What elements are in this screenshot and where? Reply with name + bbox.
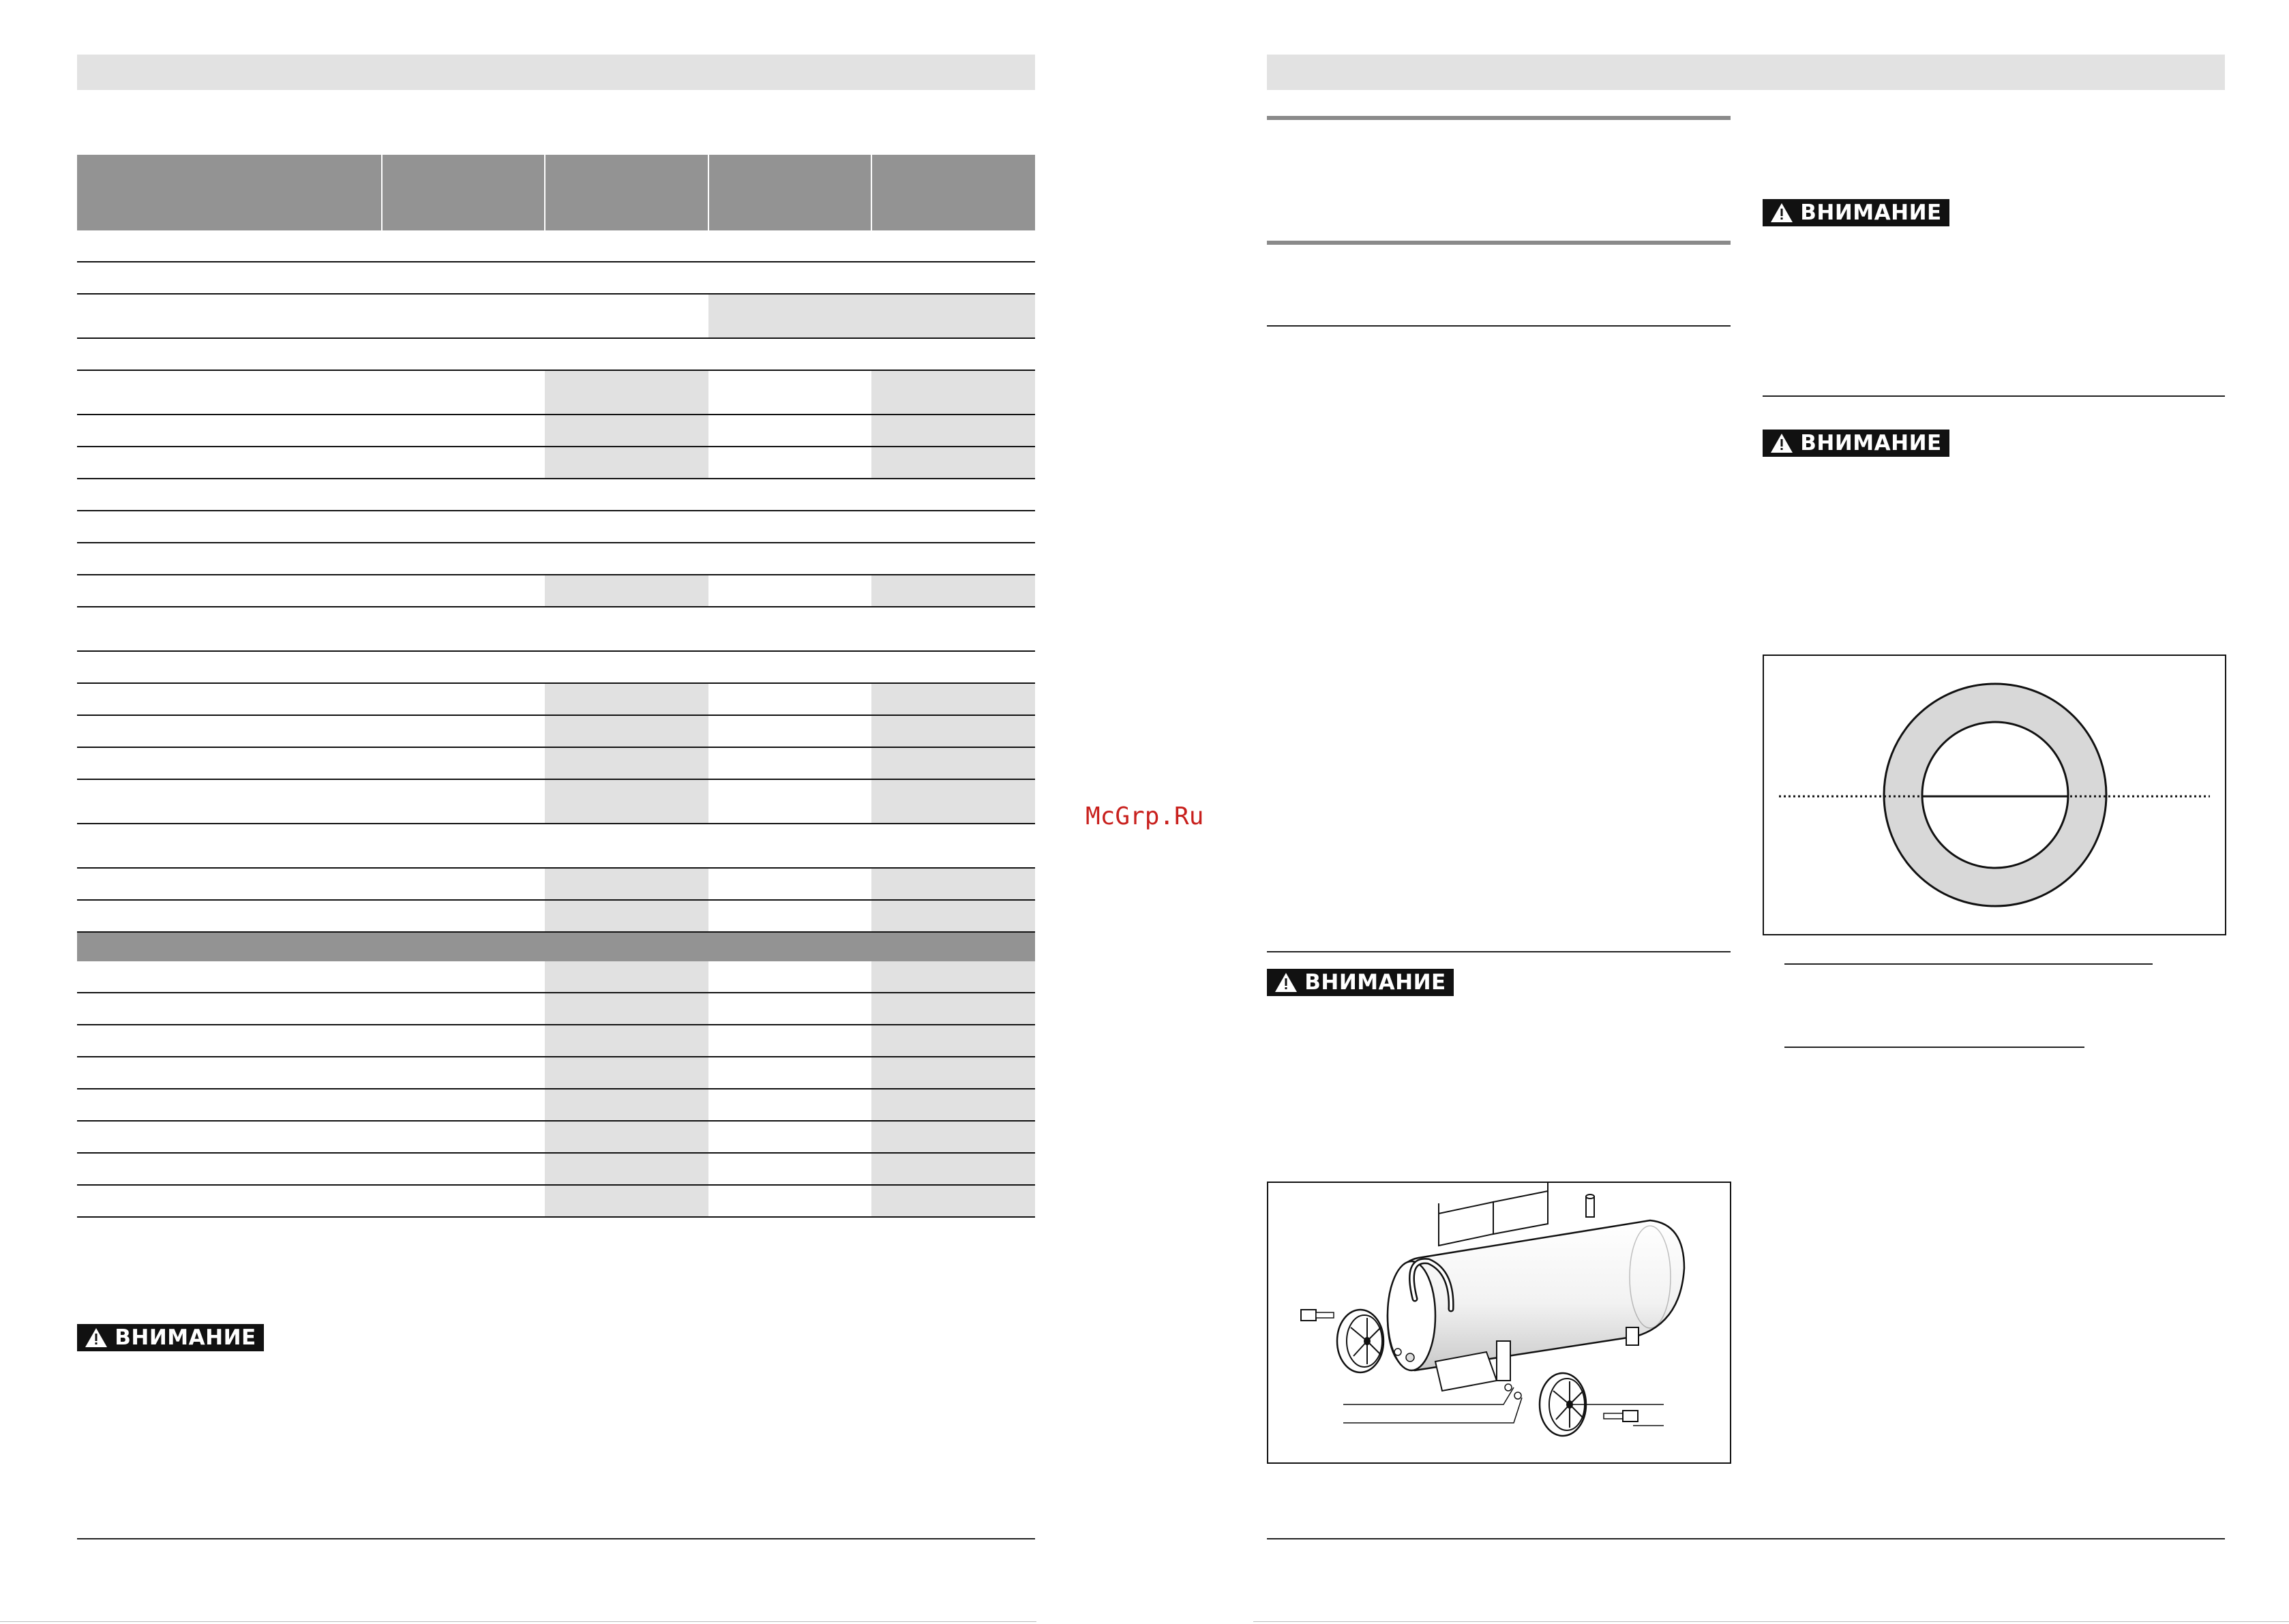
section-divider: [1267, 241, 1731, 245]
warning-triangle-icon: [85, 1327, 108, 1348]
spec-table-cell: [871, 747, 1035, 779]
spec-table-row: [77, 961, 1035, 993]
spec-table-cell: [77, 683, 382, 715]
spec-table-cell: [77, 575, 382, 607]
spec-table-cell: [545, 575, 708, 607]
spec-table-cell: [871, 262, 1035, 294]
warning-badge: [1267, 969, 1454, 996]
spec-table-cell: [77, 868, 382, 900]
spec-table-cell: [871, 1153, 1035, 1185]
spec-table-cell: [382, 900, 545, 932]
spec-table-cell: [382, 824, 545, 868]
spec-table-row: [77, 651, 1035, 683]
spec-table-row: [77, 1121, 1035, 1153]
spec-table-row: [77, 993, 1035, 1025]
spec-table-row: [77, 1025, 1035, 1057]
spec-table-cell: [545, 1153, 708, 1185]
spec-table-cell: [545, 779, 708, 824]
spec-table-cell: [871, 370, 1035, 415]
spec-table-row: [77, 824, 1035, 868]
spec-table-cell: [708, 868, 872, 900]
warning-label: ВНИМАНИЕ: [1800, 200, 1942, 225]
right-bolt: [1604, 1411, 1638, 1422]
spec-table-row: [77, 715, 1035, 747]
inner-circle: [1922, 722, 2068, 868]
spec-table-cell: [708, 651, 872, 683]
spec-table-cell: [382, 1089, 545, 1121]
spec-table-cell: [382, 370, 545, 415]
spec-table-cell: [871, 868, 1035, 900]
watermark-text: McGrp.Ru: [1086, 802, 1204, 830]
warning-triangle-icon: [1770, 433, 1793, 453]
section-divider: [1267, 951, 1731, 952]
spec-table-cell: [382, 715, 545, 747]
warning-label: ВНИМАНИЕ: [1304, 970, 1446, 995]
spec-table-cell: [77, 747, 382, 779]
spec-table-cell: [545, 294, 708, 338]
spec-table-cell: [871, 961, 1035, 993]
spec-table-cell: [545, 543, 708, 575]
caption-underline: [1784, 963, 2153, 965]
spec-table-row: [77, 447, 1035, 479]
nut: [1406, 1353, 1414, 1362]
spec-table-cell: [77, 1185, 382, 1217]
section-header-cell: [77, 932, 1035, 961]
left-page-footer-rule: [77, 1538, 1035, 1539]
spec-table-cell: [545, 1185, 708, 1217]
spec-table-cell: [871, 651, 1035, 683]
spec-table-cell: [871, 230, 1035, 262]
spec-table-cell: [77, 511, 382, 543]
spec-table-cell: [545, 511, 708, 543]
right-page-footer-rule: [1267, 1538, 2225, 1539]
spec-table-row: [77, 415, 1035, 447]
spec-table-cell: [545, 607, 708, 651]
spec-table-cell: [708, 1025, 872, 1057]
spec-table-cell: [77, 479, 382, 511]
spec-table-cell: [871, 415, 1035, 447]
spec-table-cell: [545, 900, 708, 932]
spec-table-cell: [708, 1089, 872, 1121]
section-divider: [1267, 116, 1731, 120]
left-bolt: [1301, 1310, 1334, 1321]
spec-table-cell: [545, 262, 708, 294]
spec-table-cell: [708, 415, 872, 447]
callout-line: [1343, 1387, 1514, 1404]
spec-table-cell: [871, 900, 1035, 932]
section-divider: [1267, 325, 1731, 327]
spec-table-row: [77, 262, 1035, 294]
spec-table-row: [77, 543, 1035, 575]
spec-table-cell: [382, 338, 545, 370]
spec-table-cell: [708, 715, 872, 747]
spec-table-cell: [382, 779, 545, 824]
spec-table-cell: [871, 1025, 1035, 1057]
spec-table-cell: [545, 1025, 708, 1057]
spec-table-cell: [77, 715, 382, 747]
spec-table-cell: [382, 479, 545, 511]
warning-badge: [77, 1324, 264, 1351]
crop-mark: [0, 1621, 1036, 1622]
caption-underline: [1784, 1047, 2084, 1048]
spec-table-cell: [382, 607, 545, 651]
spec-table-cell: [77, 900, 382, 932]
wheel-assembly-figure: [1267, 1182, 1731, 1464]
spec-table-cell: [871, 575, 1035, 607]
spec-table: [77, 155, 1035, 1218]
spec-table-cell: [871, 993, 1035, 1025]
spec-table-row: [77, 575, 1035, 607]
spec-table-cell: [545, 868, 708, 900]
spec-table-row: [77, 607, 1035, 651]
spec-table-cell: [77, 370, 382, 415]
spec-table-cell: [708, 262, 872, 294]
spec-table-row: [77, 747, 1035, 779]
spec-table-cell: [545, 651, 708, 683]
spec-table-cell: [77, 447, 382, 479]
warning-badge: [1763, 430, 1949, 457]
spec-table-cell: [77, 543, 382, 575]
warning-badge: [1763, 199, 1949, 226]
spec-table-cell: [708, 294, 872, 338]
header-cell: [545, 155, 708, 230]
spec-table-cell: [382, 511, 545, 543]
spec-table-cell: [77, 961, 382, 993]
spec-table-cell: [871, 715, 1035, 747]
spec-table-cell: [382, 230, 545, 262]
spec-table-cell: [708, 993, 872, 1025]
spec-table-cell: [871, 338, 1035, 370]
spec-table-cell: [871, 511, 1035, 543]
spec-table-cell: [708, 338, 872, 370]
spec-table-cell: [545, 1089, 708, 1121]
header-cell: [77, 155, 382, 230]
spec-table-cell: [708, 961, 872, 993]
spec-table-cell: [871, 447, 1035, 479]
spec-table-cell: [77, 651, 382, 683]
spec-table-cell: [382, 651, 545, 683]
spec-table-cell: [77, 230, 382, 262]
spec-table-cell: [708, 747, 872, 779]
left-page-header-band: [77, 55, 1035, 90]
left-wheel: [1337, 1310, 1383, 1372]
spec-table-cell: [871, 479, 1035, 511]
spec-table-row: [77, 370, 1035, 415]
spec-table-cell: [545, 415, 708, 447]
spec-table-cell: [708, 511, 872, 543]
spec-table-cell: [382, 683, 545, 715]
spec-table-cell: [871, 543, 1035, 575]
spec-table-cell: [382, 1057, 545, 1089]
spec-table-cell: [871, 1057, 1035, 1089]
pipe-cross-section-figure: [1763, 655, 2226, 935]
spec-table-cell: [382, 1153, 545, 1185]
header-cell: [871, 155, 1035, 230]
spec-table-cell: [545, 961, 708, 993]
callout-line: [1343, 1398, 1522, 1423]
spec-table-cell: [545, 993, 708, 1025]
spec-table-cell: [77, 1153, 382, 1185]
spec-table-cell: [708, 900, 872, 932]
spec-table-cell: [871, 607, 1035, 651]
spec-table-cell: [77, 779, 382, 824]
header-cell: [382, 155, 545, 230]
spec-table-row: [77, 1185, 1035, 1217]
spec-table-cell: [545, 370, 708, 415]
spec-table-cell: [77, 1057, 382, 1089]
spec-table-row: [77, 1089, 1035, 1121]
mounting-bracket: [1439, 1202, 1493, 1246]
spec-table-row: [77, 338, 1035, 370]
spec-table-cell: [871, 294, 1035, 338]
spec-table-cell: [77, 1121, 382, 1153]
spec-table-row: [77, 1153, 1035, 1185]
spec-table-row: [77, 294, 1035, 338]
spec-table-cell: [382, 1121, 545, 1153]
spec-table-row: [77, 683, 1035, 715]
right-page-header-band: [1267, 55, 2225, 90]
spec-table-cell: [382, 747, 545, 779]
spec-table-cell: [708, 543, 872, 575]
spec-table-cell: [382, 993, 545, 1025]
spec-table-cell: [871, 1185, 1035, 1217]
spec-table-cell: [708, 1121, 872, 1153]
spec-table-cell: [545, 230, 708, 262]
spec-table-row: [77, 230, 1035, 262]
spec-table-cell: [545, 715, 708, 747]
warning-label: ВНИМАНИЕ: [115, 1325, 256, 1350]
header-cell: [708, 155, 872, 230]
spec-table-cell: [871, 1089, 1035, 1121]
spec-table-cell: [382, 262, 545, 294]
spec-table-row: [77, 1057, 1035, 1089]
spec-table-cell: [545, 747, 708, 779]
warning-label: ВНИМАНИЕ: [1800, 431, 1942, 455]
tank-valve: [1586, 1197, 1594, 1217]
spec-table-cell: [708, 1057, 872, 1089]
crop-mark: [1253, 1621, 2289, 1622]
spec-table-cell: [545, 479, 708, 511]
spec-table-cell: [871, 824, 1035, 868]
spec-table-cell: [708, 479, 872, 511]
spec-table-section-header: [77, 932, 1035, 961]
spec-table-cell: [382, 543, 545, 575]
spec-table-cell: [382, 447, 545, 479]
spec-table-cell: [382, 961, 545, 993]
spec-table-cell: [708, 683, 872, 715]
spec-table-cell: [77, 338, 382, 370]
warning-triangle-icon: [1770, 202, 1793, 223]
spec-table-cell: [545, 683, 708, 715]
spec-table-cell: [545, 447, 708, 479]
spec-table-cell: [545, 1057, 708, 1089]
spec-table-cell: [708, 779, 872, 824]
spec-table-cell: [708, 824, 872, 868]
spec-table-cell: [77, 294, 382, 338]
section-divider: [1763, 395, 2225, 397]
spec-table-cell: [77, 1025, 382, 1057]
spec-table-cell: [708, 1153, 872, 1185]
spec-table-cell: [708, 230, 872, 262]
spec-table-cell: [77, 415, 382, 447]
spec-table-cell: [708, 447, 872, 479]
spec-table-cell: [708, 1185, 872, 1217]
spec-table-cell: [871, 1121, 1035, 1153]
spec-table-cell: [382, 1185, 545, 1217]
ring-diagram: [1764, 656, 2225, 934]
spec-table-row: [77, 868, 1035, 900]
spec-table-cell: [708, 575, 872, 607]
spec-table-cell: [77, 1089, 382, 1121]
spec-table-cell: [77, 262, 382, 294]
spec-table-row: [77, 900, 1035, 932]
spec-table-cell: [545, 1121, 708, 1153]
spec-table-cell: [545, 338, 708, 370]
spec-table-cell: [708, 607, 872, 651]
spec-table-cell: [77, 607, 382, 651]
spec-table-cell: [382, 1025, 545, 1057]
spec-table-header: [77, 155, 1035, 230]
spec-table-row: [77, 779, 1035, 824]
warning-triangle-icon: [1274, 972, 1298, 993]
spec-table-cell: [708, 370, 872, 415]
spec-table-cell: [382, 294, 545, 338]
spec-table-row: [77, 479, 1035, 511]
spec-table-cell: [382, 575, 545, 607]
spec-table-row: [77, 511, 1035, 543]
spec-table-cell: [77, 824, 382, 868]
spec-table-cell: [77, 993, 382, 1025]
spec-table-cell: [871, 779, 1035, 824]
spec-table-cell: [871, 683, 1035, 715]
spec-table-cell: [382, 868, 545, 900]
compressor-tank-illustration: [1268, 1183, 1730, 1462]
spec-table-cell: [545, 824, 708, 868]
spec-table-body: [77, 230, 1035, 1217]
washer: [1394, 1349, 1401, 1355]
spec-table-cell: [382, 415, 545, 447]
